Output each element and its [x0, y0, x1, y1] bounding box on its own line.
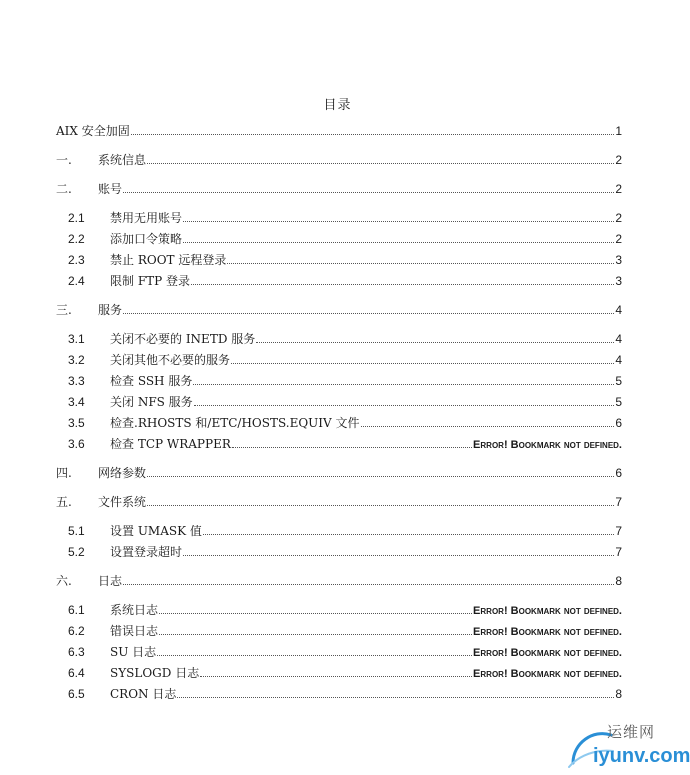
toc-entry-title: 关闭不必要的 INETD 服务: [110, 332, 256, 346]
toc-dot-leader: [147, 494, 614, 506]
toc-entry-number: 2.3: [68, 253, 85, 267]
toc-dot-leader: [123, 302, 614, 314]
toc-entry-title: CRON 日志: [110, 687, 177, 701]
toc-entry[interactable]: [0, 209, 675, 227]
toc-entry-title: 限制 FTP 登录: [110, 274, 191, 288]
toc-entry-title: 关闭其他不必要的服务: [110, 353, 231, 367]
toc-entry-title: 设置登录超时: [110, 545, 183, 559]
toc-entry-number: 三.: [56, 303, 72, 317]
toc-entry-page: 7: [615, 495, 622, 509]
toc-entry-title: 设置 UMASK 值: [110, 524, 202, 538]
toc-entry-page: 6: [615, 416, 622, 430]
toc-entry-number: 3.6: [68, 437, 85, 451]
toc-entry[interactable]: [0, 435, 675, 453]
watermark: [565, 715, 690, 775]
toc-entry[interactable]: [0, 643, 675, 661]
toc-entry-title: 检查 TCP WRAPPER: [110, 437, 231, 451]
toc-entry[interactable]: [0, 393, 675, 411]
toc-entry-page: 8: [615, 574, 622, 588]
toc-dot-leader: [147, 465, 614, 477]
toc-dot-leader: [183, 231, 614, 243]
toc-entry-title: 检查 SSH 服务: [110, 374, 193, 388]
toc-dot-leader: [131, 123, 615, 135]
toc-entry[interactable]: [0, 414, 675, 432]
toc-dot-leader: [194, 394, 615, 406]
toc-entry-number: 5.2: [68, 545, 85, 559]
toc-entry-number: 3.2: [68, 353, 85, 367]
toc-entry-page: 5: [615, 395, 622, 409]
toc-entry-title: AIX 安全加固: [56, 124, 130, 138]
toc-entry-title: 添加口令策略: [110, 232, 183, 246]
toc-entry-page: 7: [615, 545, 622, 559]
toc-entry-number: 2.2: [68, 232, 85, 246]
toc-entry-number: 五.: [56, 495, 72, 509]
toc-entry-page: 3: [615, 253, 622, 267]
toc-entry[interactable]: [0, 230, 675, 248]
toc-entry-page: Error! Bookmark not defined.: [473, 647, 622, 659]
toc-entry-title: 错误日志: [110, 624, 159, 638]
toc-dot-leader: [256, 331, 614, 343]
toc-entry-title: 服务: [98, 303, 123, 317]
toc-entry[interactable]: [0, 493, 675, 511]
toc-entry-page: 8: [615, 687, 622, 701]
toc-entry[interactable]: [0, 601, 675, 619]
watermark-cn: 运维网: [607, 723, 656, 741]
toc-entry[interactable]: [0, 372, 675, 390]
toc-entry-number: 二.: [56, 182, 72, 196]
toc-dot-leader: [232, 436, 472, 448]
toc-entry-page: Error! Bookmark not defined.: [473, 626, 622, 638]
toc-entry[interactable]: [0, 685, 675, 703]
toc-entry[interactable]: [0, 122, 675, 140]
toc-entry-number: 6.5: [68, 687, 85, 701]
table-of-contents: [0, 122, 675, 712]
toc-entry-number: 6.2: [68, 624, 85, 638]
toc-entry-number: 六.: [56, 574, 72, 588]
toc-entry[interactable]: [0, 664, 675, 682]
toc-entry-number: 3.3: [68, 374, 85, 388]
toc-dot-leader: [193, 373, 614, 385]
toc-dot-leader: [123, 573, 614, 585]
toc-dot-leader: [183, 544, 614, 556]
toc-dot-leader: [123, 181, 614, 193]
toc-entry-number: 一.: [56, 153, 72, 167]
toc-entry-title: 账号: [98, 182, 123, 196]
toc-entry[interactable]: [0, 301, 675, 319]
toc-entry-page: 5: [615, 374, 622, 388]
toc-dot-leader: [177, 686, 614, 698]
toc-entry-number: 2.4: [68, 274, 85, 288]
toc-dot-leader: [159, 602, 472, 614]
toc-entry-number: 3.4: [68, 395, 85, 409]
toc-entry-page: 2: [615, 211, 622, 225]
toc-entry[interactable]: [0, 543, 675, 561]
watermark-en: iyunv.com: [593, 745, 690, 767]
toc-dot-leader: [183, 210, 614, 222]
toc-entry-number: 3.1: [68, 332, 85, 346]
toc-entry-title: 禁用无用账号: [110, 211, 183, 225]
toc-title: 目录: [323, 98, 352, 113]
toc-entry[interactable]: [0, 180, 675, 198]
toc-dot-leader: [147, 152, 614, 164]
toc-entry-number: 2.1: [68, 211, 85, 225]
toc-entry-number: 四.: [56, 466, 72, 480]
toc-dot-leader: [157, 644, 472, 656]
toc-entry-page: 1: [615, 124, 622, 138]
toc-dot-leader: [200, 665, 472, 677]
toc-entry-page: 4: [615, 353, 622, 367]
toc-entry-title: 检查.RHOSTS 和/ETC/HOSTS.EQUIV 文件: [110, 416, 360, 430]
toc-entry-number: 6.3: [68, 645, 85, 659]
toc-dot-leader: [231, 352, 614, 364]
toc-entry-page: 2: [615, 182, 622, 196]
toc-entry-number: 6.1: [68, 603, 85, 617]
toc-entry-page: 4: [615, 303, 622, 317]
toc-entry[interactable]: [0, 151, 675, 169]
toc-entry-title: SU 日志: [110, 645, 157, 659]
toc-entry-title: SYSLOGD 日志: [110, 666, 200, 680]
toc-entry-page: 4: [615, 332, 622, 346]
toc-entry-title: 系统日志: [110, 603, 159, 617]
toc-entry-number: 5.1: [68, 524, 85, 538]
toc-entry-title: 日志: [98, 574, 123, 588]
toc-entry-page: Error! Bookmark not defined.: [473, 439, 622, 451]
toc-entry-title: 关闭 NFS 服务: [110, 395, 193, 409]
toc-entry-number: 3.5: [68, 416, 85, 430]
toc-entry-title: 网络参数: [98, 466, 147, 480]
toc-entry-title: 文件系统: [98, 495, 147, 509]
toc-entry-page: Error! Bookmark not defined.: [473, 605, 622, 617]
toc-entry[interactable]: [0, 622, 675, 640]
toc-entry[interactable]: [0, 251, 675, 269]
toc-entry-page: 6: [615, 466, 622, 480]
toc-dot-leader: [227, 252, 614, 264]
toc-entry-page: 2: [615, 153, 622, 167]
toc-entry[interactable]: [0, 330, 675, 348]
toc-entry[interactable]: [0, 464, 675, 482]
toc-entry-title: 系统信息: [98, 153, 147, 167]
toc-dot-leader: [203, 523, 614, 535]
toc-entry-number: 6.4: [68, 666, 85, 680]
toc-dot-leader: [159, 623, 472, 635]
toc-entry-page: 7: [615, 524, 622, 538]
toc-dot-leader: [191, 273, 614, 285]
toc-entry[interactable]: [0, 522, 675, 540]
toc-entry[interactable]: [0, 272, 675, 290]
toc-entry[interactable]: [0, 572, 675, 590]
toc-entry[interactable]: [0, 351, 675, 369]
toc-entry-page: 2: [615, 232, 622, 246]
toc-entry-page: 3: [615, 274, 622, 288]
toc-entry-title: 禁止 ROOT 远程登录: [110, 253, 227, 267]
toc-entry-page: Error! Bookmark not defined.: [473, 668, 622, 680]
toc-dot-leader: [361, 415, 615, 427]
